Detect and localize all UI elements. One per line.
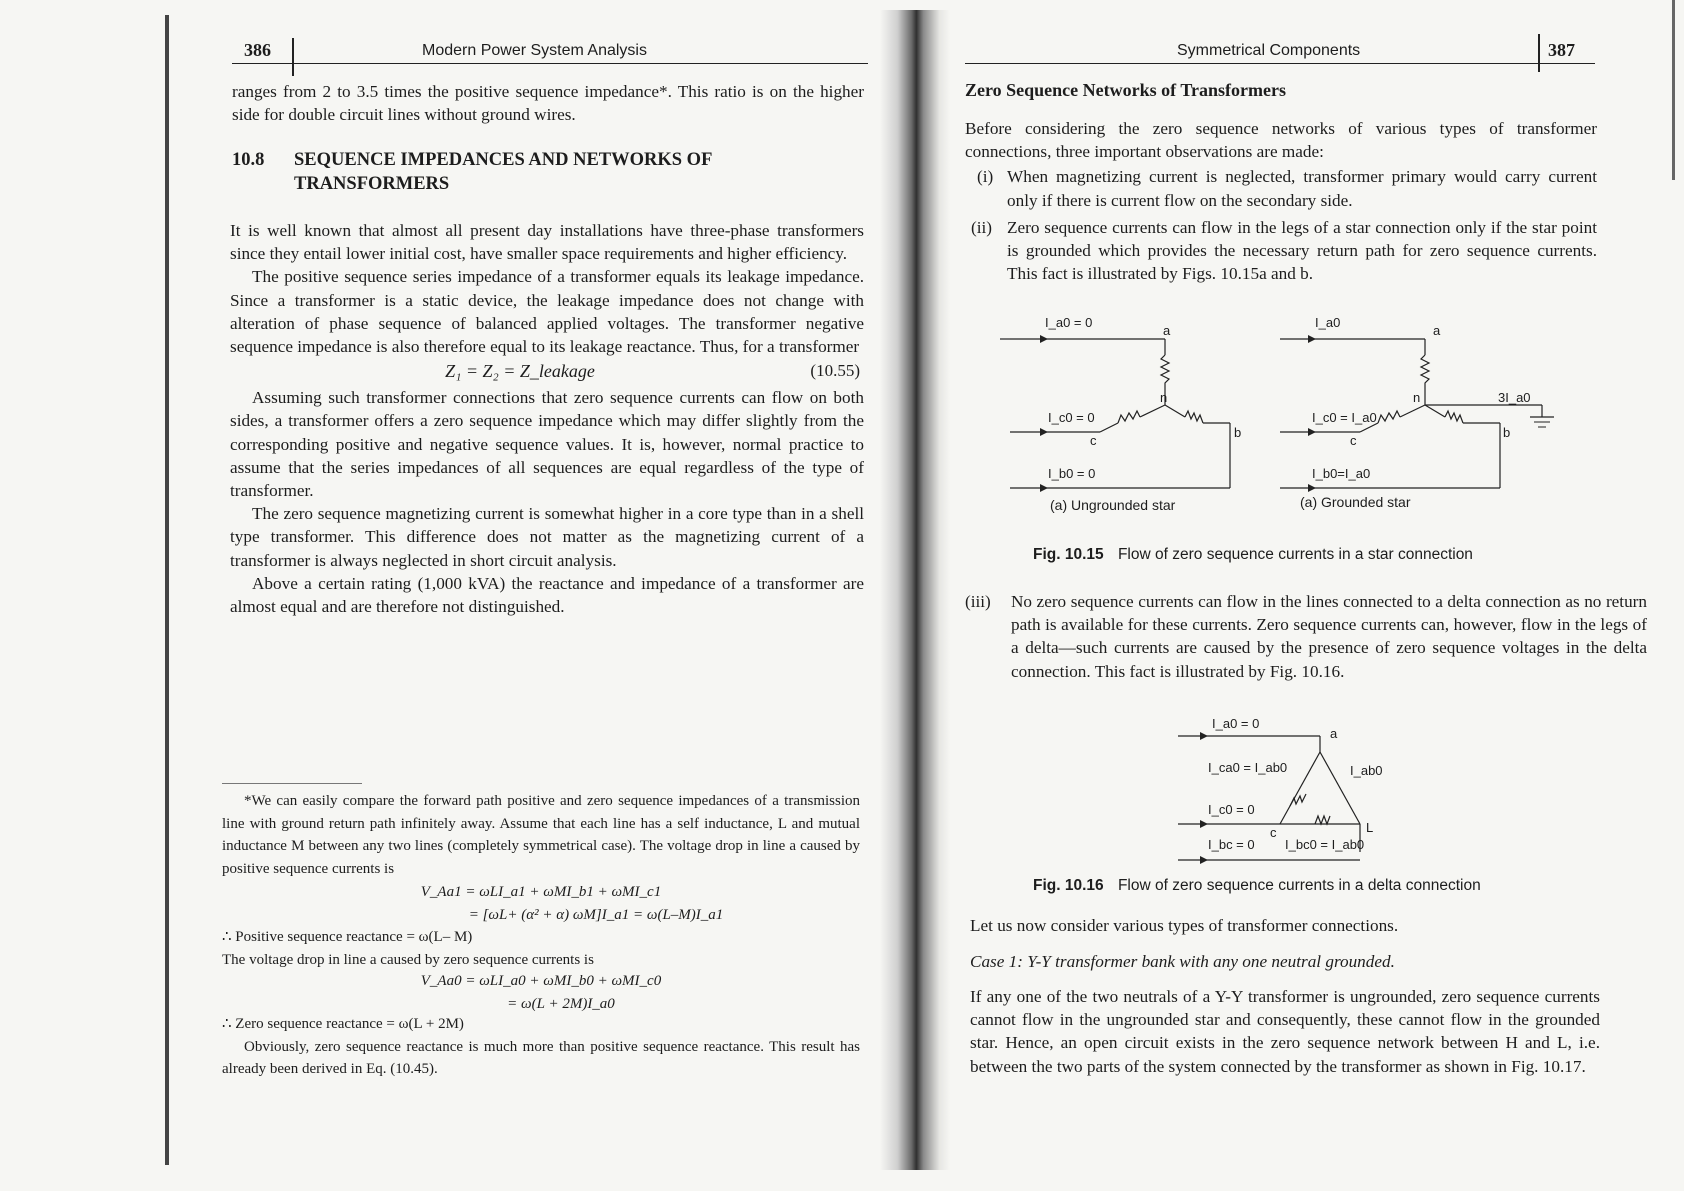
page-number-right: 387 [1548, 40, 1575, 60]
fig15b-n: n [1413, 390, 1421, 405]
fig16-caption [1033, 877, 1481, 895]
fig16-a: a [1330, 726, 1338, 741]
fig15a-ibo: I_b0 = 0 [1048, 466, 1096, 481]
equation-main: Z₁ = Z₂ = Z_leakage [445, 361, 595, 382]
intro-paragraph: ranges from 2 to 3.5 times the positive sequence impedance*. This ratio is on the higher side for double circuit lines without ground wires. [232, 82, 864, 125]
paragraph-3: Assuming such transformer connections that zero sequence currents can flow on both sides, a transformer offers a zero sequence impedance which may differ slightly from the corresponding positive and negative sequence values. It is, however, normal practice to assume that the series impedances of all sequences are equal regardless of the type of transformer. [230, 388, 864, 501]
subheading: Zero Sequence Networks of Transformers [965, 80, 1286, 100]
footnote-text: *We can easily compare the forward path positive and zero sequence impedances of a transmission line with ground return path infinitely away. Assume that each line has a self inductance, L and mutual inductance M between any two lines (completely symmetrical case). The voltage drop in line a caused by positive sequence currents is [222, 793, 860, 877]
fig15a-n: n [1160, 390, 1168, 405]
footnote-pos-react: ∴ Positive sequence reactance = ω(L– M) [222, 929, 473, 945]
observations-intro: Before considering the zero sequence networks of various types of transformer connections, three important observations are made: [965, 119, 1597, 162]
figure-10-16 [1170, 712, 1410, 872]
equation-number: (10.55) [810, 361, 860, 381]
paragraph-2: The positive sequence series impedance of a transformer equals its leakage impedance. Since a transformer is a static device, the leakage impedance does not change with alteration of phase sequence of balanced applied voltages. The transformer negative sequence impedance is also therefore equal to its leakage reactance. Thus, for a transformer [230, 267, 864, 357]
fig16-ico: I_c0 = 0 [1208, 802, 1255, 817]
fig16-cao: I_ca0 = I_ab0 [1208, 760, 1288, 775]
lead-in: Let us now consider various types of transformer connections. [970, 916, 1399, 935]
fig16-L: L [1366, 820, 1374, 835]
fig15-caption-num: Fig. 10.15 [1033, 546, 1104, 563]
figure-10-15 [1000, 305, 1580, 520]
header-rule-left [232, 63, 868, 64]
footnote-eq4: = ω(L + 2M)I_a0 [507, 996, 615, 1012]
left-edge-shadow [165, 15, 169, 1165]
fig16-bco: I_bc0 = I_ab0 [1285, 837, 1365, 852]
fig15b-caption: (a) Grounded star [1300, 494, 1411, 510]
footnote-eq2: = [ωL+ (α² + α) ωM]I_a1 = ω(L–M)I_a1 [468, 907, 724, 923]
paragraph-4: The zero sequence magnetizing current is somewhat higher in a core type than in a shell type transformer. This difference does not matter as the magnetizing current of a transformer is always neglected in short circuit analysis. [230, 504, 864, 570]
paragraph-1: It is well known that almost all present day installations have three-phase transformers since they entail lower initial cost, have smaller space requirements and higher efficiency. [230, 221, 864, 264]
section-title-line2: TRANSFORMERS [294, 174, 450, 194]
section-number: 10.8 [232, 150, 265, 170]
section-title-line1: SEQUENCE IMPEDANCES AND NETWORKS OF [294, 150, 713, 170]
fig15b-c: c [1350, 433, 1357, 448]
fig15a-b: b [1234, 425, 1242, 440]
fig15a-a: a [1163, 323, 1171, 338]
fig15b-ibo: I_b0=I_a0 [1312, 466, 1371, 481]
footnote-zero-react: ∴ Zero sequence reactance = ω(L + 2M) [222, 1016, 464, 1032]
observation-2: (ii) Zero sequence currents can flow in the legs of a star connection only if the star point is grounded which provides the necessary return path for zero sequence currents. This fact is illustrated by Figs. 10.15a and b. [971, 217, 1597, 284]
left-header [232, 38, 867, 66]
fig16-c: c [1270, 825, 1277, 840]
paragraph-5: Above a certain rating (1,000 kVA) the reactance and impedance of a transformer are almost equal and are therefore not distinguished. [230, 573, 864, 617]
footnote-rule [222, 783, 362, 784]
footnote-zero-drop: The voltage drop in line a caused by zero sequence currents is [222, 951, 594, 968]
right-body-top [965, 117, 1597, 285]
fig16-caption-num: Fig. 10.16 [1033, 877, 1104, 894]
section-heading [232, 148, 872, 194]
observation-1: (i) When magnetizing current is neglected, transformer primary would carry current only if there is current flow on the secondary side. [977, 167, 1597, 210]
fig15b-a: a [1433, 323, 1441, 338]
fig16-ia0: I_a0 = 0 [1212, 716, 1260, 731]
footnote-eq3: V_Aa0 = ωLI_a0 + ωMI_b0 + ωMI_c0 [420, 973, 662, 989]
left-body [230, 219, 864, 618]
final-paragraph: If any one of the two neutrals of a Y-Y transformer is ungrounded, zero sequence currents cannot flow in the ungrounded star and consequently, these cannot flow in the grounded star. Hence, an open circuit exists in the zero sequence network between H and L, i.e. between the two parts of the system connected by the transformer as shown in Fig. 10.17. [970, 987, 1600, 1076]
observation-3: (iii) No zero sequence currents can flow in the lines connected to a delta connection as no return path is available for these currents. Zero sequence currents can, however, flow in the legs of a delta—such currents are caused by the presence of zero sequence voltages in the delta connection. This fact is illustrated by Fig. 10.16. [965, 592, 1647, 681]
fig15b-b: b [1503, 425, 1511, 440]
fig16-caption-text: Flow of zero sequence currents in a delta connection [1117, 877, 1481, 894]
fig15a-ico: I_c0 = 0 [1048, 410, 1095, 425]
footnote-eq1: V_Aa1 = ωLI_a1 + ωMI_b1 + ωMI_c1 [420, 884, 662, 900]
fig15b-ico: I_c0 = I_a0 [1312, 410, 1377, 425]
fig15-caption [1033, 546, 1473, 564]
footnote-conclusion: Obviously, zero sequence reactance is much more than positive sequence reactance. This result has already been derived in Eq. (10.45). [222, 1038, 860, 1077]
footnote [222, 790, 860, 1081]
fig15b-3ia0: 3I_a0 [1498, 390, 1531, 405]
fig15b-ia0: I_a0 [1315, 315, 1341, 330]
header-rule-right [965, 63, 1595, 64]
page-number-left: 386 [244, 40, 271, 60]
fig16-abo: I_ab0 [1350, 763, 1383, 778]
right-edge-shadow [1672, 0, 1675, 180]
running-title-left: Modern Power System Analysis [422, 42, 647, 59]
fig15-caption-text: Flow of zero sequence currents in a star connection [1117, 546, 1473, 563]
book-gutter [880, 10, 950, 1170]
header-bar-right [1538, 34, 1540, 72]
case-1-heading: Case 1: Y-Y transformer bank with any one neutral grounded. [970, 952, 1395, 971]
fig15a-c: c [1090, 433, 1097, 448]
equation-10-55 [230, 358, 864, 386]
running-title-right: Symmetrical Components [1177, 42, 1361, 59]
fig16-ibc: I_bc = 0 [1208, 837, 1255, 852]
fig15a-ia0: I_a0 = 0 [1045, 315, 1093, 330]
fig15a-caption: (a) Ungrounded star [1050, 497, 1176, 513]
